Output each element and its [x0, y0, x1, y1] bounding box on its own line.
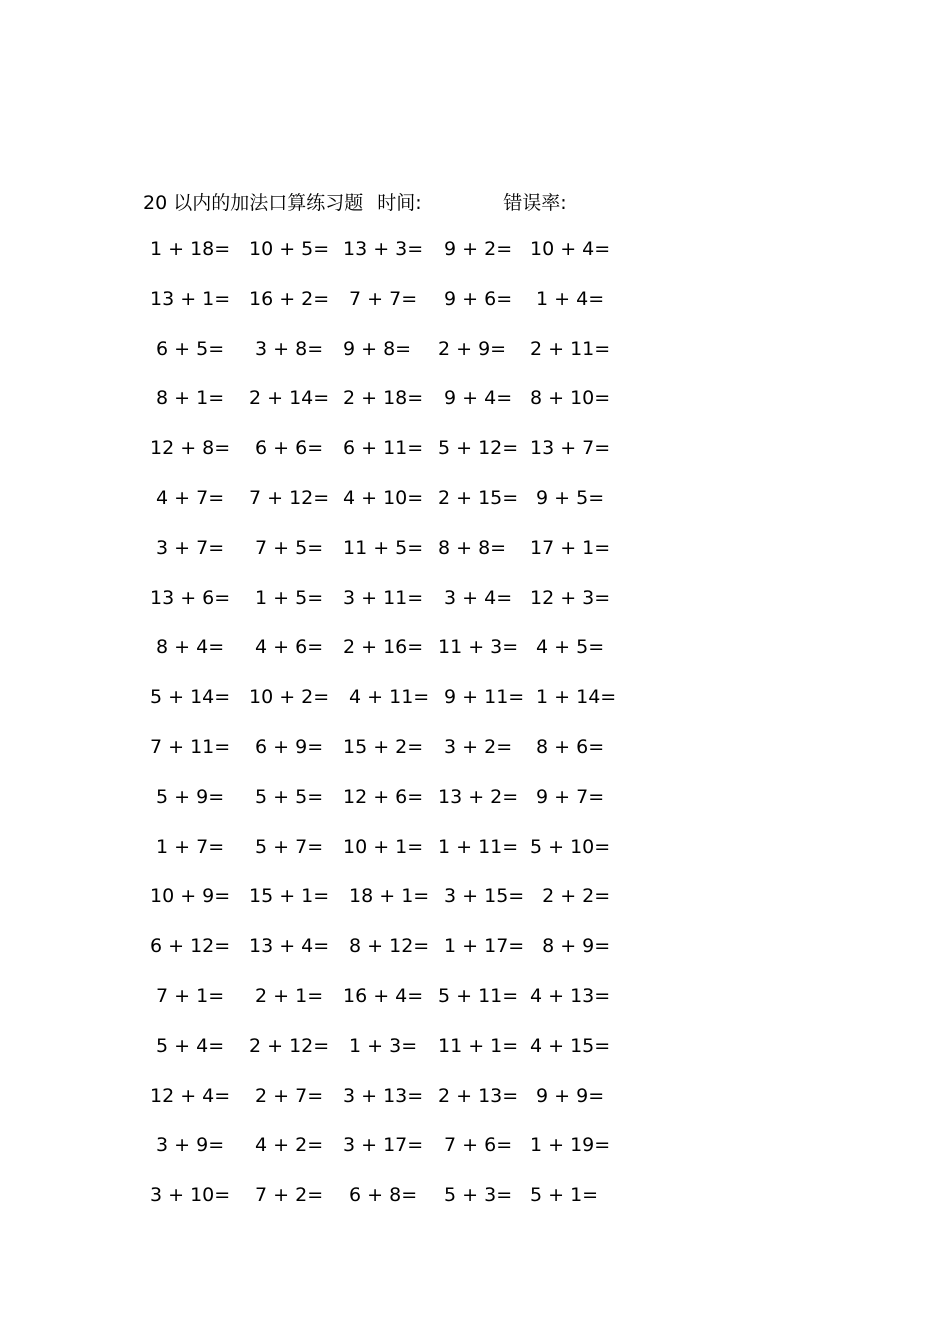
addition-problem: 4 + 13=	[530, 984, 611, 1007]
addition-problem: 9 + 8=	[343, 337, 412, 360]
addition-problem: 6 + 5=	[150, 337, 225, 360]
time-label: 时间:	[377, 191, 422, 214]
addition-problem: 5 + 1=	[530, 1184, 599, 1207]
addition-problem: 9 + 4=	[438, 387, 513, 410]
addition-problem: 5 + 10=	[530, 835, 611, 858]
addition-problem: 10 + 4=	[530, 238, 611, 260]
addition-problem: 3 + 17=	[343, 1134, 424, 1157]
addition-problem: 5 + 9=	[150, 785, 225, 808]
addition-problem: 11 + 3=	[438, 636, 519, 659]
addition-problem: 4 + 6=	[249, 636, 324, 659]
addition-problem: 12 + 6=	[343, 785, 424, 808]
addition-problem: 6 + 12=	[150, 935, 231, 958]
addition-problem: 1 + 14=	[530, 686, 617, 709]
addition-problem: 3 + 9=	[150, 1134, 225, 1157]
addition-problem: 2 + 15=	[438, 486, 519, 509]
addition-problem: 8 + 8=	[438, 536, 507, 559]
addition-problem: 5 + 7=	[249, 835, 324, 858]
addition-problem: 5 + 12=	[438, 437, 519, 460]
addition-problem: 8 + 1=	[150, 387, 225, 410]
addition-problem: 4 + 7=	[150, 486, 225, 509]
addition-problem: 10 + 1=	[343, 835, 424, 858]
addition-problem: 1 + 3=	[343, 1034, 418, 1057]
addition-problem: 1 + 5=	[249, 586, 324, 609]
addition-problem: 10 + 9=	[150, 885, 231, 908]
addition-problem: 3 + 2=	[438, 735, 513, 758]
addition-problem: 18 + 1=	[343, 885, 430, 908]
addition-problem: 9 + 7=	[530, 785, 605, 808]
addition-problem: 8 + 9=	[530, 935, 611, 958]
addition-problem: 8 + 12=	[343, 935, 430, 958]
addition-problem: 15 + 2=	[343, 735, 424, 758]
addition-problem: 7 + 1=	[150, 984, 225, 1007]
addition-problem: 9 + 9=	[530, 1084, 605, 1107]
worksheet-header	[143, 186, 567, 216]
worksheet-title: 20 以内的加法口算练习题	[143, 191, 364, 214]
addition-problem: 5 + 14=	[150, 686, 231, 709]
addition-problem: 9 + 2=	[438, 238, 513, 260]
addition-problem: 8 + 10=	[530, 387, 611, 410]
addition-problem: 2 + 12=	[249, 1034, 330, 1057]
addition-problem: 12 + 4=	[150, 1084, 231, 1107]
addition-problem: 7 + 5=	[249, 536, 324, 559]
addition-problem: 3 + 8=	[249, 337, 324, 360]
addition-problem: 2 + 11=	[530, 337, 611, 360]
addition-problem: 1 + 7=	[150, 835, 225, 858]
addition-problem: 1 + 4=	[530, 287, 605, 310]
addition-problem: 12 + 3=	[530, 586, 611, 609]
addition-problem: 5 + 3=	[438, 1184, 513, 1207]
addition-problem: 10 + 5=	[249, 238, 330, 260]
addition-problem: 3 + 10=	[150, 1184, 231, 1207]
addition-problem: 9 + 5=	[530, 486, 605, 509]
addition-problem: 13 + 6=	[150, 586, 231, 609]
addition-problem: 2 + 18=	[343, 387, 424, 410]
addition-problem: 2 + 14=	[249, 387, 330, 410]
addition-problem: 7 + 7=	[343, 287, 418, 310]
addition-problem: 3 + 11=	[343, 586, 424, 609]
addition-problem: 12 + 8=	[150, 437, 231, 460]
addition-problem: 7 + 11=	[150, 735, 231, 758]
addition-problem: 5 + 5=	[249, 785, 324, 808]
addition-problem: 17 + 1=	[530, 536, 611, 559]
addition-problem: 9 + 6=	[438, 287, 513, 310]
addition-problem: 3 + 7=	[150, 536, 225, 559]
addition-problem: 6 + 9=	[249, 735, 324, 758]
addition-problem: 4 + 2=	[249, 1134, 324, 1157]
addition-problem: 13 + 4=	[249, 935, 330, 958]
addition-problem: 16 + 2=	[249, 287, 330, 310]
addition-problem: 1 + 18=	[150, 238, 231, 260]
addition-problem: 5 + 11=	[438, 984, 519, 1007]
addition-problem: 6 + 11=	[343, 437, 424, 460]
addition-problem: 3 + 13=	[343, 1084, 424, 1107]
addition-problem: 10 + 2=	[249, 686, 330, 709]
addition-problem: 15 + 1=	[249, 885, 330, 908]
addition-problem: 2 + 7=	[249, 1084, 324, 1107]
addition-problem: 2 + 9=	[438, 337, 507, 360]
addition-problem: 2 + 2=	[530, 885, 611, 908]
addition-problem: 2 + 13=	[438, 1084, 519, 1107]
addition-problem: 16 + 4=	[343, 984, 424, 1007]
addition-problem: 8 + 4=	[150, 636, 225, 659]
addition-problem: 13 + 2=	[438, 785, 519, 808]
addition-problem: 1 + 19=	[530, 1134, 611, 1157]
addition-problem: 11 + 5=	[343, 536, 424, 559]
addition-problem: 13 + 1=	[150, 287, 231, 310]
addition-problem: 13 + 7=	[530, 437, 611, 460]
addition-problem: 1 + 11=	[438, 835, 519, 858]
addition-problem: 3 + 15=	[438, 885, 525, 908]
addition-problem: 4 + 10=	[343, 486, 424, 509]
addition-problem: 11 + 1=	[438, 1034, 519, 1057]
addition-problem: 13 + 3=	[343, 238, 424, 260]
addition-problem: 8 + 6=	[530, 735, 605, 758]
addition-problem: 4 + 11=	[343, 686, 430, 709]
addition-problem: 2 + 1=	[249, 984, 324, 1007]
addition-problem: 1 + 17=	[438, 935, 525, 958]
addition-problem: 2 + 16=	[343, 636, 424, 659]
addition-problem: 3 + 4=	[438, 586, 513, 609]
addition-problem: 6 + 8=	[343, 1184, 418, 1207]
addition-problem: 7 + 2=	[249, 1184, 324, 1207]
addition-problem: 5 + 4=	[150, 1034, 225, 1057]
addition-problem: 4 + 15=	[530, 1034, 611, 1057]
addition-problem: 4 + 5=	[530, 636, 605, 659]
addition-problem: 6 + 6=	[249, 437, 324, 460]
addition-problem: 9 + 11=	[438, 686, 525, 709]
addition-problem: 7 + 12=	[249, 486, 330, 509]
addition-problem: 7 + 6=	[438, 1134, 513, 1157]
error-rate-label: 错误率:	[503, 191, 567, 214]
